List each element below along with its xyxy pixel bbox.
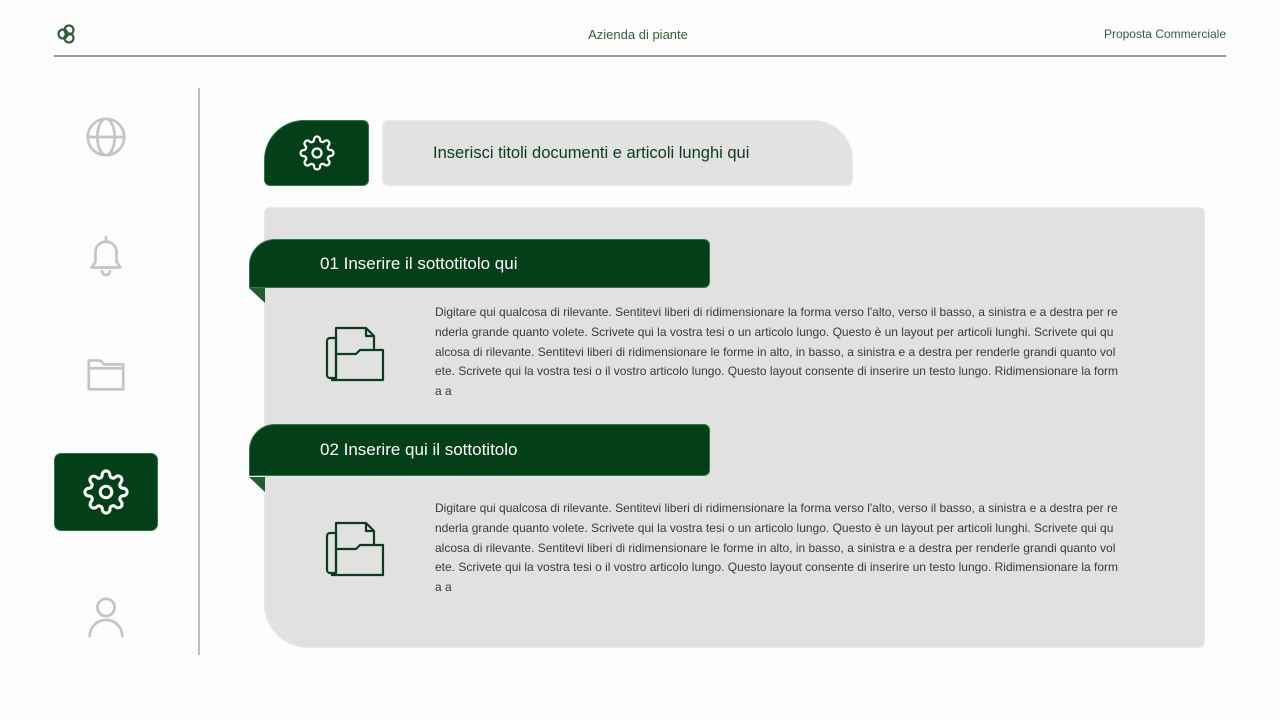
body-line: ete. Scrivete qui la vostra tesi o il vostro articolo lungo. Questo layout consente di inserire un testo lungo. Ridimensionare la form — [435, 560, 1119, 575]
section-body — [435, 303, 1175, 402]
body-line: a a — [435, 580, 452, 595]
gear-icon — [83, 469, 129, 515]
section-body — [435, 499, 1175, 598]
section-subtitle: 02 Inserire qui il sottotitolo — [249, 424, 710, 476]
logo-icon — [57, 24, 77, 44]
section-subtitle: 01 Inserire il sottotitolo qui — [249, 239, 710, 288]
title-icon-tab — [264, 120, 369, 186]
body-line: ete. Scrivete qui la vostra tesi o il vostro articolo lungo. Questo layout consente di inserire un testo lungo. Ridimensionare la form — [435, 364, 1119, 379]
document-type-label: Proposta Commerciale — [1103, 27, 1226, 41]
globe-icon — [83, 114, 129, 160]
body-line: alcosa di rilevante. Sentitevi liberi di ridimensionare le forme in alto, in basso, a sinistra e a destra per renderle grandi quanto vol — [435, 540, 1116, 555]
body-line: alcosa di rilevante. Sentitevi liberi di ridimensionare le forme in alto, in basso, a sinistra e a destra per renderle grandi quanto vol — [435, 344, 1116, 359]
folder-icon — [83, 351, 129, 397]
page-title: Inserisci titoli documenti e articoli lunghi qui — [382, 120, 853, 186]
folder-document-icon — [322, 324, 386, 384]
body-line: nderla grande quanto volete. Scrivete qui la vostra tesi o un articolo lungo. Questo è un layout per articoli lunghi. Scrivete qui qu — [435, 520, 1114, 535]
header-divider — [54, 55, 1226, 57]
company-name: Azienda di piante — [588, 27, 688, 42]
body-line: Digitare qui qualcosa di rilevante. Sentitevi liberi di ridimensionare la forma verso l'alto, verso il basso, a sinistra e a destra per re — [435, 501, 1118, 515]
sidebar-item-globe[interactable] — [54, 98, 158, 176]
body-line: nderla grande quanto volete. Scrivete qui la vostra tesi o un articolo lungo. Questo è un layout per articoli lunghi. Scrivete qui qu — [435, 324, 1114, 339]
body-line: a a — [435, 384, 452, 399]
user-icon — [83, 594, 129, 640]
ribbon-fold — [249, 288, 265, 303]
sidebar-item-folder[interactable] — [54, 335, 158, 413]
body-line: Digitare qui qualcosa di rilevante. Sentitevi liberi di ridimensionare la forma verso l'alto, verso il basso, a sinistra e a destra per re — [435, 305, 1118, 319]
gear-icon — [299, 135, 335, 171]
bell-icon — [83, 233, 129, 279]
sidebar-item-notifications[interactable] — [54, 217, 158, 295]
folder-document-icon — [322, 519, 386, 579]
ribbon-fold — [249, 477, 265, 492]
sidebar-item-profile[interactable] — [54, 578, 158, 656]
sidebar-divider — [198, 88, 200, 655]
sidebar-item-settings[interactable] — [54, 453, 158, 531]
